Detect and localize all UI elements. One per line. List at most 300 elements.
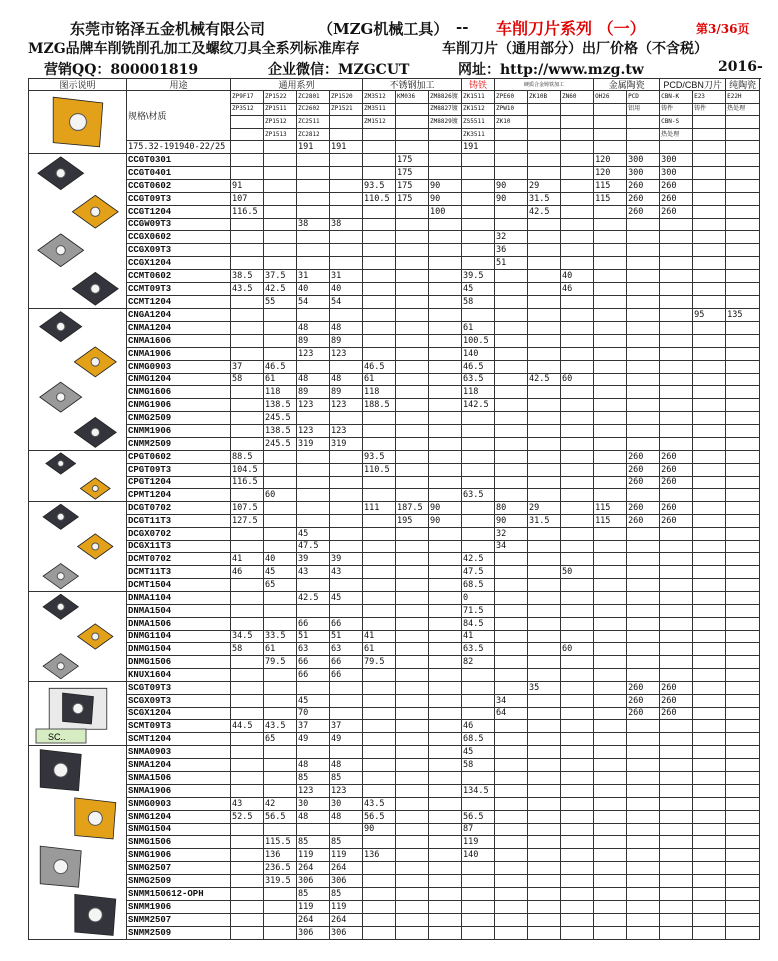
price-cell bbox=[561, 926, 594, 939]
product-row bbox=[29, 836, 760, 849]
price-cell bbox=[561, 205, 594, 218]
price-cell bbox=[627, 617, 660, 630]
price-cell bbox=[528, 347, 561, 360]
price-cell: 116.5 bbox=[231, 476, 264, 489]
price-cell: 90 bbox=[429, 179, 462, 192]
price-cell bbox=[495, 875, 528, 888]
price-cell: 63 bbox=[297, 643, 330, 656]
price-cell: 41 bbox=[363, 630, 396, 643]
price-cell: 135 bbox=[726, 309, 760, 322]
grade-cell: ZM8826镀 bbox=[429, 91, 462, 104]
price-cell bbox=[561, 849, 594, 862]
price-cell bbox=[462, 797, 495, 810]
price-cell bbox=[693, 901, 726, 914]
product-code: SCMT1204 bbox=[127, 733, 231, 746]
price-cell bbox=[561, 179, 594, 192]
price-cell bbox=[297, 579, 330, 592]
price-cell: 260 bbox=[660, 514, 693, 527]
price-cell bbox=[528, 321, 561, 334]
price-cell bbox=[396, 746, 429, 759]
price-cell bbox=[297, 489, 330, 502]
price-cell: 56.5 bbox=[363, 810, 396, 823]
price-cell bbox=[726, 334, 760, 347]
price-cell bbox=[495, 438, 528, 451]
price-cell bbox=[561, 514, 594, 527]
price-cell: 63.5 bbox=[462, 489, 495, 502]
price-cell bbox=[495, 412, 528, 425]
price-cell bbox=[627, 733, 660, 746]
product-row bbox=[29, 797, 760, 810]
price-cell bbox=[429, 592, 462, 605]
price-cell bbox=[561, 733, 594, 746]
grade-cell bbox=[396, 128, 429, 141]
price-cell bbox=[660, 888, 693, 901]
price-cell: 89 bbox=[330, 334, 363, 347]
product-row bbox=[29, 270, 760, 283]
product-row bbox=[29, 476, 760, 489]
price-cell bbox=[660, 553, 693, 566]
price-cell bbox=[528, 862, 561, 875]
price-cell bbox=[726, 901, 760, 914]
price-cell bbox=[561, 438, 594, 451]
grade-cell: 铸件 bbox=[693, 103, 726, 116]
price-cell bbox=[528, 849, 561, 862]
price-cell bbox=[528, 901, 561, 914]
price-cell bbox=[660, 399, 693, 412]
price-cell bbox=[231, 862, 264, 875]
price-cell bbox=[462, 231, 495, 244]
price-cell bbox=[495, 771, 528, 784]
price-cell: 260 bbox=[627, 192, 660, 205]
price-cell bbox=[264, 334, 297, 347]
price-cell bbox=[396, 309, 429, 322]
price-cell bbox=[528, 823, 561, 836]
price-cell: 89 bbox=[297, 334, 330, 347]
price-cell: 63.5 bbox=[462, 643, 495, 656]
product-row bbox=[29, 913, 760, 926]
price-cell bbox=[528, 643, 561, 656]
price-cell bbox=[693, 733, 726, 746]
price-cell bbox=[693, 707, 726, 720]
price-cell bbox=[462, 875, 495, 888]
price-cell bbox=[264, 682, 297, 695]
price-cell: 61 bbox=[462, 321, 495, 334]
price-cell bbox=[594, 862, 627, 875]
price-cell: 119 bbox=[297, 901, 330, 914]
price-cell bbox=[627, 540, 660, 553]
price-cell bbox=[627, 797, 660, 810]
grade-cell: ZM1512 bbox=[363, 116, 396, 129]
price-cell: 48 bbox=[297, 321, 330, 334]
price-cell bbox=[264, 154, 297, 167]
price-cell bbox=[693, 540, 726, 553]
column-header: 纯陶瓷 bbox=[726, 79, 760, 91]
product-row bbox=[29, 926, 760, 939]
price-table bbox=[28, 78, 760, 940]
price-cell bbox=[231, 540, 264, 553]
product-code: CNMG1606 bbox=[127, 386, 231, 399]
price-cell bbox=[495, 451, 528, 464]
price-cell bbox=[693, 386, 726, 399]
price-cell bbox=[660, 309, 693, 322]
price-cell: 260 bbox=[627, 451, 660, 464]
price-cell bbox=[693, 604, 726, 617]
price-cell bbox=[693, 643, 726, 656]
price-cell bbox=[693, 502, 726, 515]
price-cell bbox=[231, 154, 264, 167]
price-cell bbox=[627, 888, 660, 901]
grade-cell: OH26 bbox=[594, 91, 627, 104]
price-cell bbox=[396, 399, 429, 412]
cn-inserts-icon bbox=[30, 309, 126, 450]
price-cell bbox=[594, 425, 627, 438]
grade-cell bbox=[627, 128, 660, 141]
price-cell bbox=[726, 141, 760, 154]
price-cell bbox=[693, 141, 726, 154]
price-cell bbox=[363, 527, 396, 540]
price-cell bbox=[561, 476, 594, 489]
price-cell bbox=[330, 451, 363, 464]
price-cell bbox=[429, 810, 462, 823]
price-cell bbox=[726, 604, 760, 617]
price-cell bbox=[495, 386, 528, 399]
price-cell bbox=[231, 166, 264, 179]
price-cell bbox=[528, 540, 561, 553]
price-cell: 56.5 bbox=[264, 810, 297, 823]
product-row bbox=[29, 154, 760, 167]
price-cell: 306 bbox=[330, 926, 363, 939]
price-cell bbox=[561, 823, 594, 836]
price-cell bbox=[561, 888, 594, 901]
price-cell bbox=[594, 592, 627, 605]
price-cell bbox=[693, 630, 726, 643]
price-cell bbox=[495, 347, 528, 360]
grade-cell: 热处理 bbox=[660, 128, 693, 141]
price-cell bbox=[264, 166, 297, 179]
price-cell bbox=[462, 502, 495, 515]
price-cell: 40 bbox=[297, 283, 330, 296]
price-cell bbox=[660, 270, 693, 283]
price-cell bbox=[627, 669, 660, 682]
price-cell bbox=[495, 604, 528, 617]
product-code: SCGX09T3 bbox=[127, 694, 231, 707]
price-cell bbox=[726, 888, 760, 901]
product-code: CCGW09T3 bbox=[127, 218, 231, 231]
price-cell bbox=[495, 553, 528, 566]
price-cell: 54 bbox=[330, 295, 363, 308]
price-cell: 260 bbox=[627, 682, 660, 695]
price-cell bbox=[396, 617, 429, 630]
price-cell bbox=[396, 218, 429, 231]
price-cell bbox=[429, 476, 462, 489]
price-cell bbox=[726, 630, 760, 643]
price-cell bbox=[693, 888, 726, 901]
grade-cell bbox=[330, 128, 363, 141]
price-cell bbox=[429, 771, 462, 784]
price-cell bbox=[396, 784, 429, 797]
price-cell: 40 bbox=[561, 270, 594, 283]
price-cell bbox=[429, 527, 462, 540]
price-cell bbox=[231, 836, 264, 849]
price-cell bbox=[264, 476, 297, 489]
price-cell: 245.5 bbox=[264, 412, 297, 425]
price-cell bbox=[594, 707, 627, 720]
price-cell bbox=[693, 875, 726, 888]
column-header: 用途 bbox=[127, 79, 231, 91]
price-cell bbox=[231, 901, 264, 914]
product-row bbox=[29, 412, 760, 425]
price-cell bbox=[594, 476, 627, 489]
price-cell: 80 bbox=[495, 502, 528, 515]
price-cell bbox=[627, 862, 660, 875]
price-cell bbox=[231, 386, 264, 399]
price-cell bbox=[495, 669, 528, 682]
insert-image-cell bbox=[29, 309, 127, 451]
grade-cell: ZPE60 bbox=[495, 91, 528, 104]
price-cell: 100 bbox=[429, 205, 462, 218]
price-cell bbox=[561, 862, 594, 875]
price-cell: 66 bbox=[330, 656, 363, 669]
price-cell bbox=[693, 257, 726, 270]
price-cell bbox=[594, 579, 627, 592]
price-cell bbox=[561, 720, 594, 733]
grade-cell bbox=[231, 116, 264, 129]
price-cell: 32 bbox=[495, 527, 528, 540]
price-cell: 175 bbox=[396, 166, 429, 179]
product-row bbox=[29, 566, 760, 579]
price-cell: 119 bbox=[297, 849, 330, 862]
price-cell: 319 bbox=[330, 438, 363, 451]
price-cell bbox=[627, 283, 660, 296]
product-row bbox=[29, 849, 760, 862]
price-cell: 118 bbox=[264, 386, 297, 399]
insert-image-cell bbox=[29, 451, 127, 502]
price-cell bbox=[660, 579, 693, 592]
price-cell bbox=[429, 926, 462, 939]
price-cell bbox=[429, 733, 462, 746]
insert-image-cell bbox=[29, 592, 127, 682]
grade-cell: ZP1520 bbox=[330, 91, 363, 104]
price-cell bbox=[594, 270, 627, 283]
price-cell: 90 bbox=[429, 502, 462, 515]
price-cell bbox=[231, 888, 264, 901]
price-cell: 46 bbox=[462, 720, 495, 733]
price-cell bbox=[726, 797, 760, 810]
price-cell bbox=[561, 192, 594, 205]
price-cell: 260 bbox=[627, 463, 660, 476]
subtitle-right: 车削刀片（通用部分）出厂价格（不含税） bbox=[442, 41, 708, 57]
grade-cell: ZC2602 bbox=[297, 103, 330, 116]
price-cell bbox=[396, 527, 429, 540]
price-cell bbox=[330, 746, 363, 759]
price-cell bbox=[231, 244, 264, 257]
price-cell bbox=[693, 321, 726, 334]
price-cell bbox=[264, 192, 297, 205]
price-cell bbox=[528, 733, 561, 746]
product-code: SNMA1204 bbox=[127, 758, 231, 771]
price-cell bbox=[528, 270, 561, 283]
price-cell bbox=[528, 386, 561, 399]
price-cell bbox=[231, 875, 264, 888]
price-cell bbox=[693, 270, 726, 283]
product-row bbox=[29, 771, 760, 784]
price-cell bbox=[594, 682, 627, 695]
price-cell bbox=[462, 463, 495, 476]
price-cell bbox=[660, 425, 693, 438]
price-cell: 79.5 bbox=[264, 656, 297, 669]
page-number: 第3/36页 bbox=[696, 22, 750, 36]
price-cell bbox=[429, 334, 462, 347]
price-cell bbox=[495, 733, 528, 746]
price-cell bbox=[528, 669, 561, 682]
product-row bbox=[29, 309, 760, 322]
price-cell bbox=[330, 682, 363, 695]
price-cell bbox=[594, 733, 627, 746]
price-cell bbox=[231, 425, 264, 438]
price-cell bbox=[429, 309, 462, 322]
price-cell bbox=[429, 746, 462, 759]
price-cell bbox=[561, 154, 594, 167]
price-cell bbox=[396, 489, 429, 502]
price-cell bbox=[693, 669, 726, 682]
price-cell bbox=[528, 566, 561, 579]
price-cell: 29 bbox=[528, 179, 561, 192]
price-cell bbox=[528, 141, 561, 154]
grade-cell: 热处理 bbox=[726, 103, 760, 116]
price-cell bbox=[726, 849, 760, 862]
price-cell bbox=[726, 489, 760, 502]
price-cell bbox=[231, 141, 264, 154]
price-cell bbox=[726, 425, 760, 438]
price-cell bbox=[429, 257, 462, 270]
price-cell: 48 bbox=[330, 758, 363, 771]
price-cell: 58 bbox=[231, 643, 264, 656]
product-row bbox=[29, 347, 760, 360]
price-cell bbox=[660, 758, 693, 771]
price-cell bbox=[462, 257, 495, 270]
price-cell bbox=[495, 784, 528, 797]
price-cell bbox=[594, 810, 627, 823]
price-cell bbox=[561, 399, 594, 412]
price-cell: 30 bbox=[330, 797, 363, 810]
price-cell bbox=[462, 888, 495, 901]
price-cell bbox=[561, 604, 594, 617]
price-cell bbox=[396, 231, 429, 244]
product-row bbox=[29, 166, 760, 179]
price-cell bbox=[396, 540, 429, 553]
price-cell bbox=[528, 771, 561, 784]
price-cell bbox=[528, 218, 561, 231]
grade-cell: ZM3512 bbox=[363, 91, 396, 104]
price-cell bbox=[726, 179, 760, 192]
price-cell bbox=[627, 321, 660, 334]
price-cell bbox=[429, 875, 462, 888]
price-cell bbox=[660, 540, 693, 553]
price-cell bbox=[594, 347, 627, 360]
price-cell: 42 bbox=[264, 797, 297, 810]
price-cell bbox=[627, 334, 660, 347]
price-cell: 260 bbox=[627, 205, 660, 218]
price-cell: 123 bbox=[297, 425, 330, 438]
price-cell bbox=[396, 438, 429, 451]
grade-cell bbox=[528, 128, 561, 141]
product-row bbox=[29, 643, 760, 656]
price-cell: 115 bbox=[594, 502, 627, 515]
price-cell bbox=[594, 875, 627, 888]
price-cell bbox=[561, 141, 594, 154]
price-cell bbox=[462, 926, 495, 939]
price-cell bbox=[264, 257, 297, 270]
price-cell bbox=[693, 926, 726, 939]
price-cell: 104.5 bbox=[231, 463, 264, 476]
price-cell bbox=[231, 758, 264, 771]
price-cell bbox=[594, 746, 627, 759]
price-cell bbox=[495, 360, 528, 373]
price-cell bbox=[396, 836, 429, 849]
price-cell bbox=[693, 784, 726, 797]
insert-image-cell bbox=[29, 682, 127, 746]
insert-image-cell bbox=[29, 502, 127, 592]
product-code: CNMA1606 bbox=[127, 334, 231, 347]
price-cell: 31 bbox=[330, 270, 363, 283]
cp-inserts-icon bbox=[30, 451, 126, 501]
price-cell bbox=[264, 218, 297, 231]
product-row bbox=[29, 283, 760, 296]
price-cell: 35 bbox=[528, 682, 561, 695]
price-cell: 107 bbox=[231, 192, 264, 205]
price-cell bbox=[561, 592, 594, 605]
price-cell: 58 bbox=[462, 758, 495, 771]
dc-inserts-icon bbox=[30, 502, 126, 591]
price-cell bbox=[594, 617, 627, 630]
price-cell bbox=[726, 862, 760, 875]
price-cell bbox=[660, 360, 693, 373]
price-cell bbox=[594, 257, 627, 270]
product-code: DNMA1504 bbox=[127, 604, 231, 617]
price-cell bbox=[594, 295, 627, 308]
price-cell: 175 bbox=[396, 154, 429, 167]
price-cell bbox=[726, 733, 760, 746]
price-cell bbox=[495, 321, 528, 334]
price-cell bbox=[726, 540, 760, 553]
price-cell: 40 bbox=[264, 553, 297, 566]
product-row bbox=[29, 862, 760, 875]
grade-cell bbox=[693, 116, 726, 129]
price-cell bbox=[594, 451, 627, 464]
price-cell bbox=[627, 771, 660, 784]
price-cell: 123 bbox=[330, 399, 363, 412]
price-cell bbox=[264, 926, 297, 939]
price-cell bbox=[693, 438, 726, 451]
grade-cell: ZP1521 bbox=[330, 103, 363, 116]
price-cell bbox=[528, 451, 561, 464]
price-cell bbox=[495, 579, 528, 592]
price-cell: 85 bbox=[297, 888, 330, 901]
product-code: DNMG1506 bbox=[127, 656, 231, 669]
price-cell bbox=[264, 179, 297, 192]
price-cell bbox=[363, 205, 396, 218]
website-link[interactable]: 网址：http://www.mzg.tw bbox=[458, 62, 644, 78]
price-cell: 116.5 bbox=[231, 205, 264, 218]
product-row bbox=[29, 875, 760, 888]
price-cell: 118 bbox=[363, 386, 396, 399]
price-cell bbox=[495, 218, 528, 231]
price-cell: 52.5 bbox=[231, 810, 264, 823]
price-cell bbox=[429, 758, 462, 771]
price-cell bbox=[594, 218, 627, 231]
price-cell bbox=[528, 360, 561, 373]
price-cell: 66 bbox=[330, 617, 363, 630]
